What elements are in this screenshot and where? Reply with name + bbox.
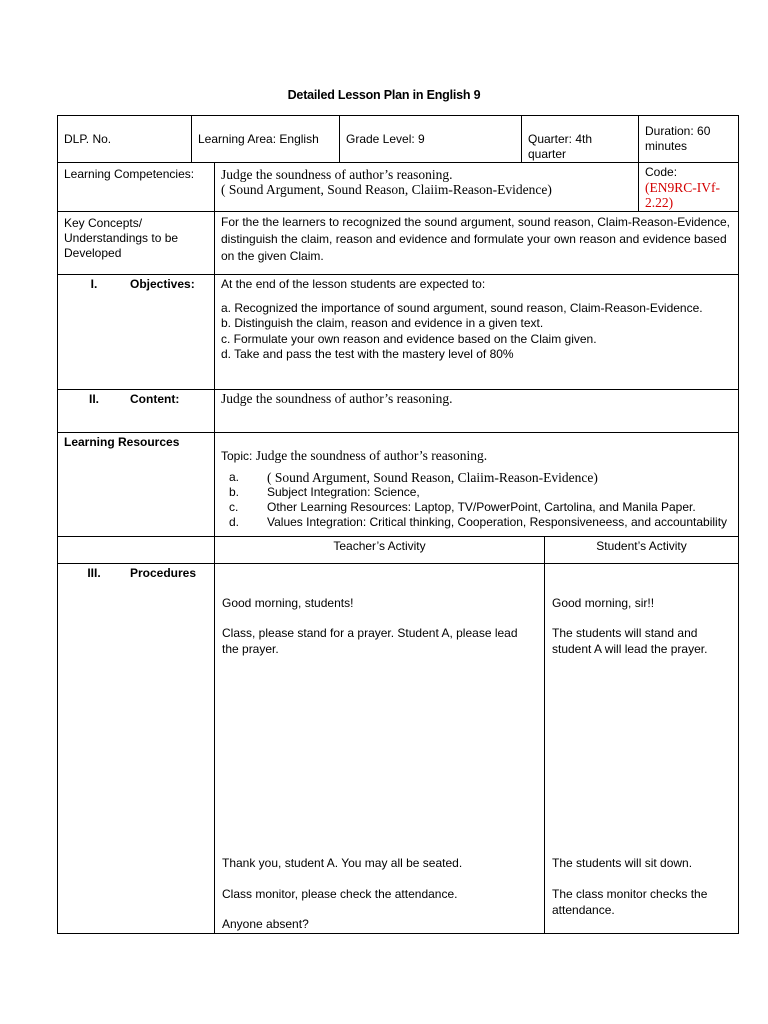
activity-blank-cell: [57, 536, 215, 564]
duration-label: Duration: 60 minutes: [645, 124, 711, 153]
objectives-intro: At the end of the lesson students are expected to:: [221, 277, 486, 291]
objectives-number: I.: [90, 277, 98, 291]
teacher-line: Good morning, students!: [222, 596, 354, 610]
resources-text-cell: [214, 432, 739, 537]
list-item: b. Subject Integration: Science,: [229, 485, 420, 499]
competencies-label-cell: [57, 162, 215, 212]
competency-line-2: ( Sound Argument, Sound Reason, Claiim-Reason-Evidence): [221, 182, 552, 197]
resources-label-cell: [57, 432, 215, 537]
topic-prefix: Topic:: [221, 449, 256, 463]
learning-area-label: Learning Area: English: [198, 132, 319, 146]
teacher-line: Thank you, student A. You may all be seated.: [222, 856, 463, 870]
dlp-no-label: DLP. No.: [64, 132, 112, 146]
content-label: Content:: [130, 392, 180, 406]
objective-item: d. Take and pass the test with the mastery level of 80%: [221, 347, 514, 361]
teacher-line: Class, please stand for a prayer. Student A, please lead the prayer.: [222, 626, 518, 656]
student-activity-header-cell: [544, 536, 739, 564]
teacher-activity-header-cell: [214, 536, 545, 564]
resources-list: [221, 470, 732, 530]
objectives-text-cell: [214, 274, 739, 390]
grade-level-label: Grade Level: 9: [346, 132, 425, 146]
code-label: Code:: [645, 165, 678, 179]
competencies-text-cell: [214, 162, 639, 212]
code-cell: [638, 162, 739, 212]
procedures-label-cell: [57, 563, 215, 934]
key-concepts-text: For the the learners to recognized the sound argument, sound reason, Claim-Reason-Evidence, distinguish the claim, reason and evidence and formulate your own reason and evidence based on the given Claim.: [221, 215, 730, 263]
objectives-label: Objectives:: [130, 277, 195, 291]
teacher-activity-header: Teacher’s Activity: [333, 539, 426, 553]
resources-topic: [221, 448, 732, 464]
quarter-cell: [521, 115, 639, 163]
duration-cell: [638, 115, 739, 163]
student-activity-cell: [544, 563, 739, 934]
student-line: The students will stand and student A will lead the prayer.: [552, 626, 708, 656]
student-line: The students will sit down.: [552, 856, 693, 870]
student-line: The class monitor checks the attendance.: [552, 887, 708, 917]
content-text-cell: [214, 389, 739, 433]
content-label-cell: [57, 389, 215, 433]
document-title: Detailed Lesson Plan in English 9: [287, 88, 481, 102]
code-value: (EN9RC-IVf-2.22): [645, 180, 720, 210]
teacher-activity-cell: [214, 563, 545, 934]
content-number: II.: [88, 392, 99, 406]
teacher-line: Anyone absent?: [222, 917, 309, 931]
key-concepts-label: Key Concepts/ Understandings to be Developed: [64, 216, 179, 260]
quarter-label: Quarter: 4th quarter: [528, 132, 593, 161]
dlp-no-cell: [57, 115, 192, 163]
procedures-label: Procedures: [130, 566, 197, 580]
key-concepts-label-cell: [57, 211, 215, 275]
list-item: c. Other Learning Resources: Laptop, TV/PowerPoint, Cartolina, and Manila Paper.: [229, 500, 696, 514]
procedures-number: III.: [87, 566, 101, 580]
objectives-label-cell: [57, 274, 215, 390]
objective-item: a. Recognized the importance of sound argument, sound reason, Claim-Reason-Evidence.: [221, 300, 703, 315]
competency-line-1: Judge the soundness of author’s reasoning.: [221, 167, 453, 182]
objective-item: c. Formulate your own reason and evidence based on the Claim given.: [221, 331, 597, 346]
list-item: d. Values Integration: Critical thinking, Cooperation, Responsiveneess, and accountability: [229, 515, 728, 529]
objective-item: b. Distinguish the claim, reason and evidence in a given text.: [221, 316, 544, 330]
student-line: Good morning, sir!!: [552, 596, 655, 610]
teacher-line: Class monitor, please check the attendance.: [222, 887, 458, 901]
list-item: a. ( Sound Argument, Sound Reason, Claiim-Reason-Evidence): [229, 470, 598, 485]
competencies-label: Learning Competencies:: [64, 167, 195, 181]
learning-area-cell: [191, 115, 340, 163]
key-concepts-text-cell: [214, 211, 739, 275]
topic-text: Judge the soundness of author’s reasoning.: [255, 448, 488, 463]
resources-label: Learning Resources: [64, 435, 180, 449]
grade-level-cell: [339, 115, 522, 163]
student-activity-header: Student’s Activity: [596, 539, 687, 553]
content-text: Judge the soundness of author’s reasoning.: [221, 391, 453, 406]
